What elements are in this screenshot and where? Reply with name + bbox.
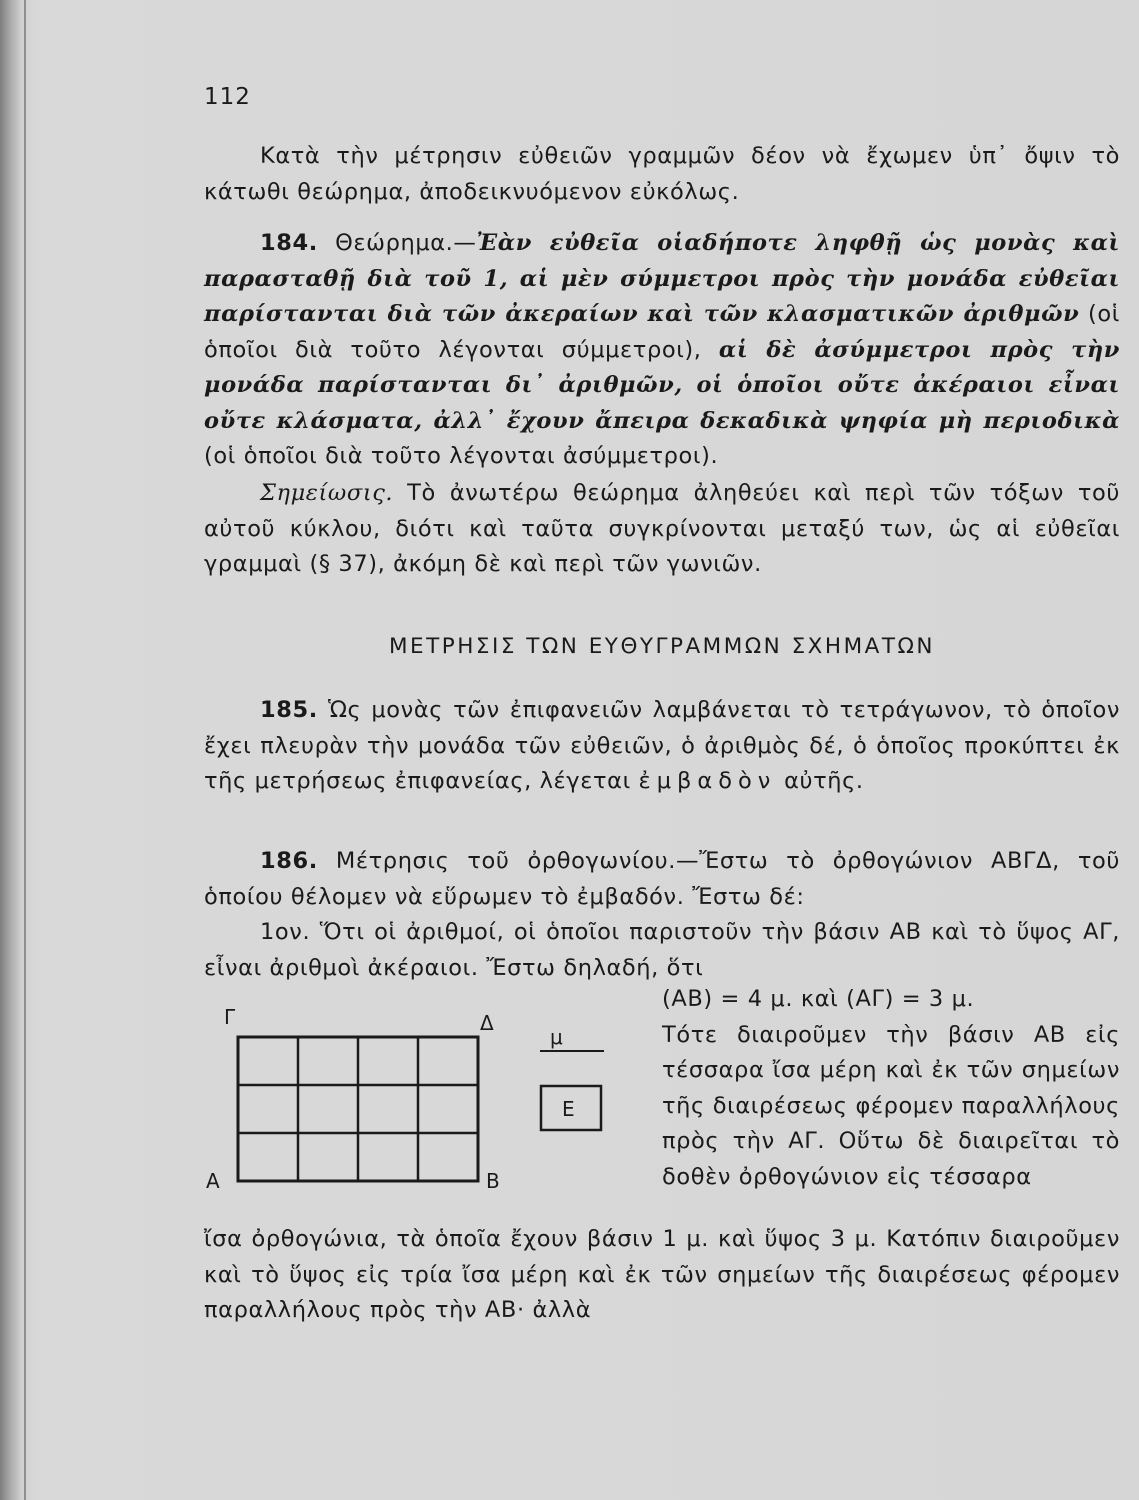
section-185-text	[204, 693, 1120, 800]
section-186	[204, 844, 1120, 986]
note-text	[204, 476, 1120, 583]
intro-paragraph	[204, 139, 1120, 210]
section-186-body: Ἔστω τὸ ὀρθογώνιον ΑΒΓΔ, τοῦ ὁποίου θέλομεν νὰ εὕρωμεν τὸ ἐμβαδόν. Ἔστω δέ:	[204, 848, 1120, 910]
section-185-body: Ὡς μονὰς τῶν ἐπιφανειῶν λαμβάνεται τὸ τετράγωνον, τὸ ὁποῖον ἔχει πλευρὰν τὴν μονάδα τῶν εὐθειῶν, ὁ ἀριθμὸς δέ, ὁ ὁποῖος προκύπτει ἐκ τῆς μετρήσεως ἐπιφανείας, λέγεται	[204, 697, 1120, 794]
label-gamma: Γ	[224, 1005, 236, 1029]
case-1-text: 1ον. Ὅτι οἱ ἀριθμοί, οἱ ὁποῖοι παριστοῦν τὴν βάσιν ΑΒ καὶ τὸ ὕψος ΑΓ, εἶναι ἀριθμοὶ ἀκέραιοι. Ἔστω δηλαδή, ὅτι	[204, 919, 1120, 981]
theorem-remark-2: (οἱ ὁποῖοι διὰ τοῦτο λέγονται ἀσύμμετροι).	[204, 443, 719, 469]
continuation	[204, 1222, 1120, 1329]
section-184-title: Θεώρημα.—	[335, 230, 477, 256]
unit-epsilon-label: Ε	[562, 1097, 575, 1121]
section-184-number: 184.	[260, 230, 318, 256]
note-paragraph	[204, 476, 1120, 583]
label-delta: Δ	[480, 1011, 494, 1035]
figure-side-text	[662, 982, 1120, 1195]
section-185	[204, 693, 1120, 800]
page-spine	[24, 0, 26, 1500]
measurements: (ΑΒ) = 4 μ. καὶ (ΑΓ) = 3 μ.	[662, 986, 975, 1012]
theorem-remark-1: (οἱ ὁποῖοι διὰ τοῦτο λέγονται σύμμετροι),	[204, 301, 1121, 363]
section-heading: ΜΕΤΡΗΣΙΣ ΤΩΝ ΕΥΘΥΓΡΑΜΜΩΝ ΣΧΗΜΑΤΩΝ	[389, 634, 935, 659]
grid-lines	[238, 1037, 478, 1181]
label-alpha: Α	[206, 1169, 220, 1193]
section-185-end: αὐτῆς.	[776, 768, 864, 794]
page-number: 112	[204, 84, 251, 110]
section-186-number: 186.	[260, 848, 318, 874]
note-label: Σημείωσις.	[260, 480, 394, 506]
continuation-text: ἴσα ὀρθογώνια, τὰ ὁποῖα ἔχουν βάσιν 1 μ. καὶ ὕψος 3 μ. Κατόπιν διαιροῦμεν καὶ τὸ ὕψος εἰς τρία ἴσα μέρη καὶ ἐκ τῶν σημείων τῆς διαιρέσεως φέρομεν παραλλήλους πρὸς τὴν ΑΒ· ἀλλὰ	[204, 1226, 1120, 1323]
label-beta: Β	[486, 1169, 500, 1193]
section-185-number: 185.	[260, 697, 318, 723]
theorem-statement-1: Ἐὰν εὐθεῖα οἱαδήποτε ληφθῇ ὡς μονὰς καὶ παρασταθῇ διὰ τοῦ 1, αἱ μὲν σύμμετροι πρὸς τὴν μονάδα εὐθεῖαι παρίστανται διὰ τῶν ἀκεραίων καὶ τῶν κλασματικῶν ἀριθμῶν	[204, 230, 1120, 327]
section-186-title: Μέτρησις τοῦ ὀρθογωνίου.—	[317, 848, 700, 874]
term-embadon: ἐμβαδὸν	[638, 768, 777, 794]
side-paragraph: Τότε διαιροῦμεν τὴν βάσιν ΑΒ εἰς τέσσαρα ἴσα μέρη καὶ ἐκ τῶν σημείων τῆς διαιρέσεως φέρομεν παραλλήλους πρὸς τὴν ΑΓ. Οὕτω δὲ διαιρεῖται τὸ δοθὲν ὀρθογώνιον εἰς τέσσαρα	[662, 1021, 1120, 1190]
rectangle-figure	[200, 1000, 620, 1200]
section-184	[204, 226, 1120, 475]
note-body: Τὸ ἀνωτέρω θεώρημα ἀληθεύει καὶ περὶ τῶν τόξων τοῦ αὐτοῦ κύκλου, διότι καὶ ταῦτα συγκρίνονται μεταξύ των, ὡς αἱ εὐθεῖαι γραμμαὶ (§ 37), ἀκόμη δὲ καὶ περὶ τῶν γωνιῶν.	[204, 480, 1120, 577]
theorem-statement-2: αἱ δὲ ἀσύμμετροι πρὸς τὴν μονάδα παρίστανται δι᾽ ἀριθμῶν, οἱ ὁποῖοι οὔτε ἀκέραιοι εἶναι οὔτε κλάσματα, ἀλλ᾽ ἔχουν ἄπειρα δεκαδικὰ ψηφία μὴ περιοδικὰ	[204, 336, 1120, 434]
section-184-text	[204, 226, 1120, 475]
unit-mu-label: μ	[550, 1025, 563, 1049]
intro-text: Κατὰ τὴν μέτρησιν εὐθειῶν γραμμῶν δέον νὰ ἔχωμεν ὑπ᾽ ὄψιν τὸ κάτωθι θεώρημα, ἀποδεικνυόμενον εὐκόλως.	[204, 143, 1120, 205]
section-186-intro	[204, 844, 1120, 915]
